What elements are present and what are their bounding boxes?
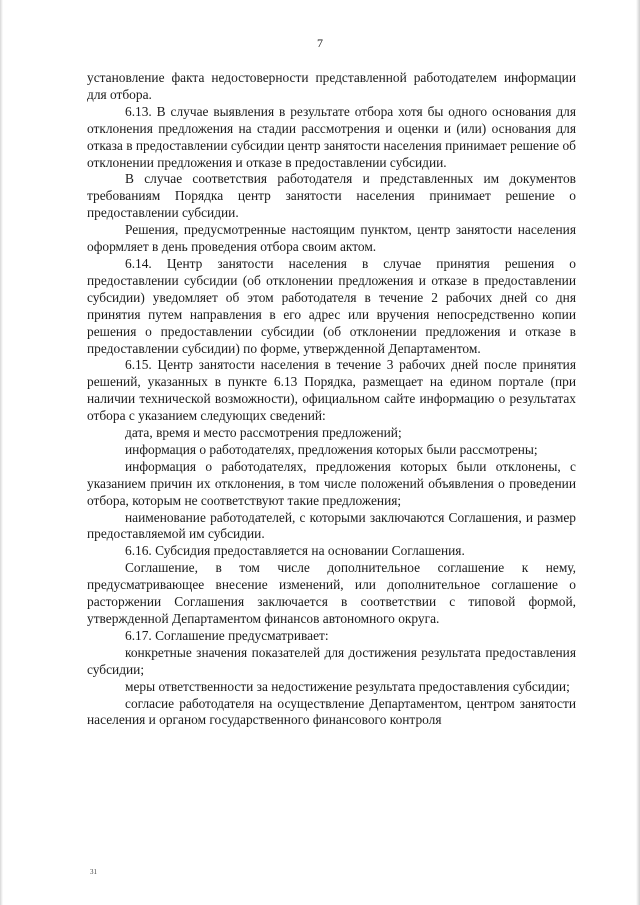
document-body — [87, 70, 576, 729]
paragraph: конкретные значения показателей для достижения результата предоставления субсидии; — [87, 644, 576, 677]
paragraph: информация о работодателях, предложения которых были отклонены, с указанием причин их отклонения, в том числе положений объявления о проведении отбора, которым не соответствуют такие предложения; — [87, 458, 576, 508]
scan-edge-left — [0, 0, 3, 905]
paragraph: Соглашение, в том числе дополнительное соглашение к нему, предусматривающее внесение изменений, или дополнительное соглашение о расторжении Соглашения заключается в соответствии с типовой формой, утвержденной Департаментом финансов автономного округа. — [87, 560, 576, 626]
paragraph: информация о работодателях, предложения которых были рассмотрены; — [125, 441, 538, 457]
paragraph: 6.15. Центр занятости населения в течение 3 рабочих дней после принятия решений, указанных в пункте 6.13 Порядка, размещает на едином портале (при наличии технической возможности), официальном сайте информацию о результатах отбора с указанием следующих сведений: — [87, 357, 576, 424]
page-number: 7 — [317, 36, 323, 50]
paragraph: 6.16. Субсидия предоставляется на основании Соглашения. — [125, 543, 465, 559]
paragraph: 6.13. В случае выявления в результате отбора хотя бы одного основания для отклонения предложения на стадии рассмотрения и оценки и (или) основания для отказа в предоставлении субсидии центр занятости населения принимает решение об отклонении предложения и отказе в предоставлении субсидии. — [87, 103, 576, 170]
paragraph: 6.14. Центр занятости населения в случае принятия решения о предоставлении субсидии (об отклонении предложения и отказе в предоставлении субсидии) уведомляет об этом работодателя в течение 2 рабочих дней со дня принятия путем направления в его адрес или вручения непосредственно копии решения о предоставлении субсидии (об отклонении предложения и отказе в предоставлении субсидии) по форме, утвержденной Департаментом. — [87, 255, 576, 356]
paragraph: дата, время и место рассмотрения предложений; — [125, 425, 402, 441]
paragraph: согласие работодателя на осуществление Департаментом, центром занятости населения и органом государственного финансового контроля — [87, 695, 576, 728]
scan-edge-right — [636, 0, 640, 905]
paragraph: установление факта недостоверности представленной работодателем информации для отбора. — [87, 70, 576, 102]
footer-mark: 31 — [90, 868, 97, 876]
paragraph: Решения, предусмотренные настоящим пунктом, центр занятости населения оформляет в день проведения отбора своим актом. — [87, 222, 576, 255]
paragraph: В случае соответствия работодателя и представленных им документов требованиям Порядка центр занятости населения принимает решение о предоставлении субсидии. — [87, 171, 576, 221]
paragraph: наименование работодателей, с которыми заключаются Соглашения, и размер предоставляемой им субсидии. — [87, 509, 576, 542]
paragraph: 6.17. Соглашение предусматривает: — [125, 627, 329, 643]
paragraph: меры ответственности за недостижение результата предоставления субсидии; — [125, 678, 570, 694]
